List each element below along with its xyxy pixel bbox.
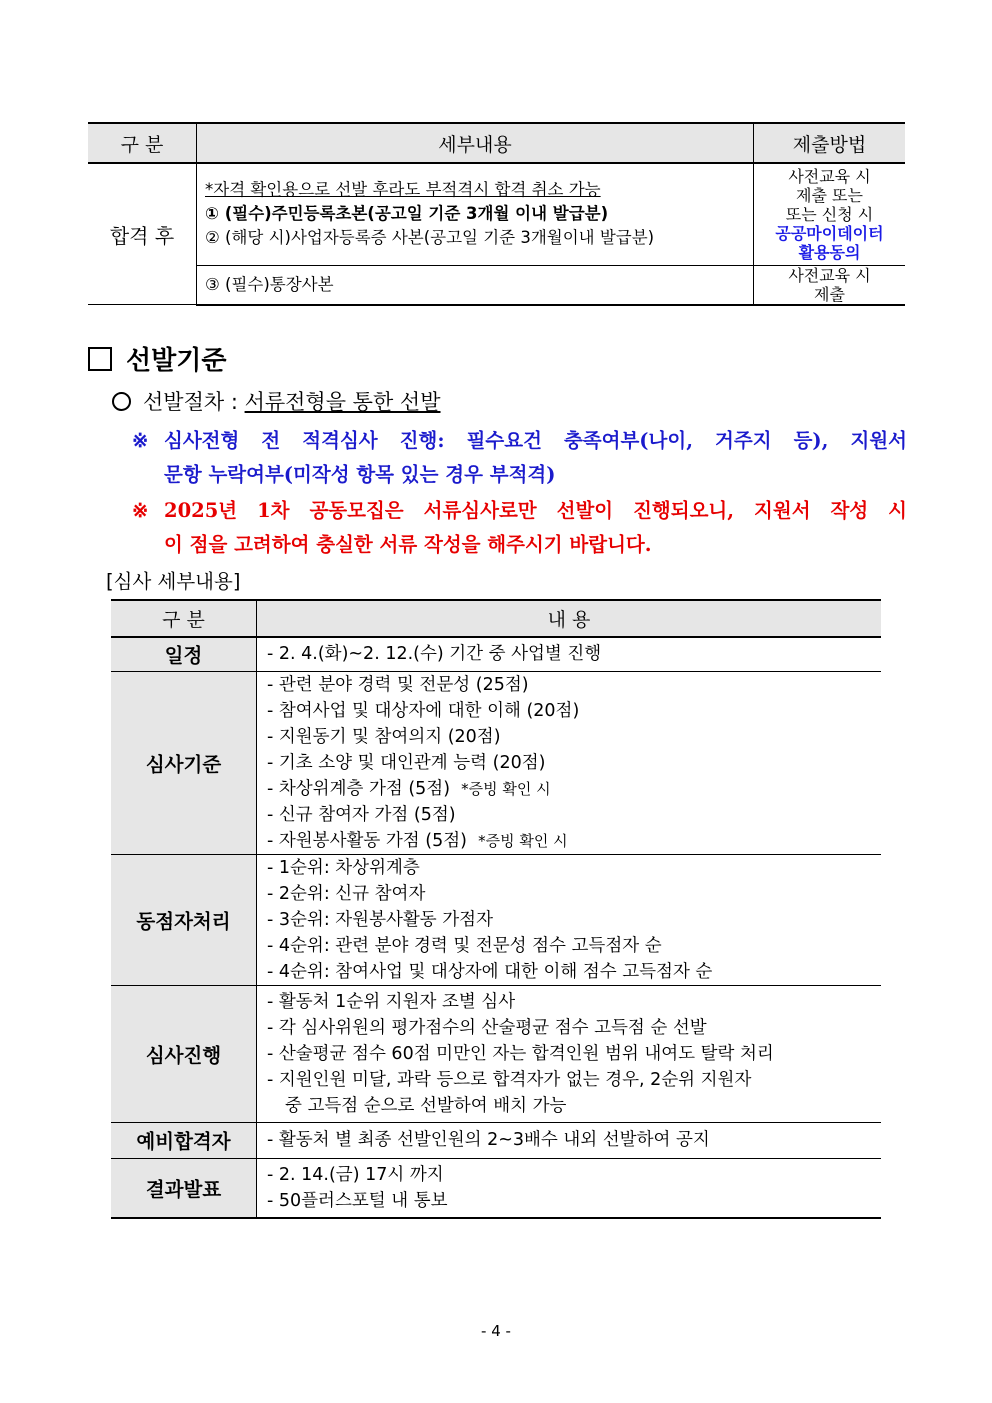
row-label: 합격 후 [88, 163, 197, 305]
row-label: 심사진행 [111, 985, 257, 1122]
content-text: - 차상위계층 가점 (5점) [267, 778, 451, 799]
method-line: 제출 [814, 284, 845, 304]
row-details [197, 163, 754, 265]
section-title: 선발기준 [126, 346, 227, 376]
screening-note [132, 424, 907, 492]
doc-line-1: ① (필수)주민등록초본(공고일 기준 3개월 이내 발급분) [205, 204, 609, 224]
detail-table-header [111, 600, 881, 637]
section-heading [88, 340, 226, 377]
row-content [257, 854, 882, 985]
submission-table-header [88, 123, 905, 163]
header-method: 제출방법 [754, 123, 906, 163]
content-line: - 3순위: 자원봉사활동 가점자 [267, 909, 493, 930]
row-label: 일정 [111, 637, 257, 671]
content-line: - 활동처 1순위 지원자 조별 심사 [267, 991, 516, 1012]
content-line [267, 776, 871, 802]
row-content [257, 1158, 882, 1218]
row-label: 동점자처리 [111, 854, 257, 985]
row-content [257, 637, 882, 671]
content-line: - 산술평균 점수 60점 미만인 자는 합격인원 범위 내여도 탈락 처리 [267, 1043, 774, 1064]
content-line: - 각 심사위원의 평가점수의 산술평균 점수 고득점 순 선발 [267, 1017, 707, 1038]
note-line: 문항 누락여부(미작성 항목 있는 경우 부적격) [164, 463, 556, 486]
content-line: - 2. 4.(화)~2. 12.(수) 기간 중 사업별 진행 [267, 644, 602, 665]
content-line: 중 고득점 순으로 선발하여 배치 가능 [285, 1095, 567, 1116]
method-line: 제출 또는 [796, 185, 863, 205]
content-line: - 2순위: 신규 참여자 [267, 883, 426, 904]
row-label: 심사기준 [111, 671, 257, 854]
procedure-line [112, 386, 441, 416]
checkbox-square-icon [88, 347, 112, 371]
note-line: 이 점을 고려하여 충실한 서류 작성을 해주시기 바랍니다. [164, 533, 652, 556]
method-highlight: 활용동의 [798, 242, 861, 262]
content-line: - 1순위: 차상위계층 [267, 857, 420, 878]
row-method [754, 265, 906, 305]
table-row [111, 1122, 881, 1158]
content-line: - 신규 참여자 가점 (5점) [267, 804, 456, 825]
content-line: - 2. 14.(금) 17시 까지 [267, 1164, 444, 1185]
content-line [267, 828, 871, 854]
method-line: 또는 신청 시 [785, 204, 874, 224]
header-category: 구 분 [88, 123, 197, 163]
sub-title: [심사 세부내용] [106, 570, 241, 593]
table-row [111, 1158, 881, 1218]
procedure-label: 선발절차 : [143, 390, 245, 414]
table-row [111, 854, 881, 985]
row-content [257, 671, 882, 854]
row-method [754, 163, 906, 265]
note-line: 심사전형 전 적격심사 진행: 필수요건 충족여부(나이, 거주지 등), 지원서 [164, 429, 907, 452]
content-line: - 4순위: 관련 분야 경력 및 전문성 점수 고득점자 순 [267, 935, 662, 956]
page-number: - 4 - [481, 1322, 511, 1340]
table-row [111, 637, 881, 671]
procedure-value: 서류전형을 통한 선발 [244, 390, 441, 414]
row-details [197, 265, 754, 305]
note-line: 2025년 1차 공동모집은 서류심사로만 선발이 진행되오니, 지원서 작성 시 [164, 499, 907, 522]
header-category: 구 분 [111, 600, 257, 637]
content-text: - 자원봉사활동 가점 (5점) [267, 830, 467, 851]
reference-mark-icon: ※ [132, 499, 149, 522]
evidence-note: *증빙 확인 시 [461, 779, 551, 798]
table-row [88, 265, 905, 305]
circle-bullet-icon [112, 392, 131, 411]
header-details: 세부내용 [197, 123, 754, 163]
screening-detail-table [111, 599, 881, 1219]
content-line: - 기초 소양 및 대인관계 능력 (20점) [267, 752, 546, 773]
evidence-note: *증빙 확인 시 [478, 831, 568, 850]
doc-line-2: ② (해당 시)사업자등록증 사본(공고일 기준 3개월이내 발급분) [205, 228, 655, 248]
method-line: 사전교육 시 [788, 166, 871, 186]
content-line: - 50플러스포털 내 통보 [267, 1190, 448, 1211]
notice-line: *자격 확인용으로 선발 후라도 부적격시 합격 취소 가능 [205, 180, 601, 200]
table-row [111, 985, 881, 1122]
content-line: - 4순위: 참여사업 및 대상자에 대한 이해 점수 고득점자 순 [267, 961, 713, 982]
content-line: - 지원동기 및 참여의지 (20점) [267, 726, 501, 747]
row-content [257, 1122, 882, 1158]
method-line: 사전교육 시 [788, 265, 871, 285]
content-line: - 관련 분야 경력 및 전문성 (25점) [267, 674, 529, 695]
table-row [111, 671, 881, 854]
submission-table [88, 122, 905, 306]
doc-line-3: ③ (필수)통장사본 [205, 274, 334, 294]
row-content [257, 985, 882, 1122]
recruitment-note [132, 494, 907, 562]
method-highlight: 공공마이데이터 [775, 223, 884, 243]
row-label: 예비합격자 [111, 1122, 257, 1158]
table-row [88, 163, 905, 265]
header-content: 내 용 [257, 600, 882, 637]
row-label: 결과발표 [111, 1158, 257, 1218]
content-line: - 참여사업 및 대상자에 대한 이해 (20점) [267, 700, 580, 721]
reference-mark-icon: ※ [132, 429, 149, 452]
content-line: - 활동처 별 최종 선발인원의 2~3배수 내외 선발하여 공지 [267, 1130, 710, 1150]
content-line: - 지원인원 미달, 과락 등으로 합격자가 없는 경우, 2순위 지원자 [267, 1069, 752, 1090]
